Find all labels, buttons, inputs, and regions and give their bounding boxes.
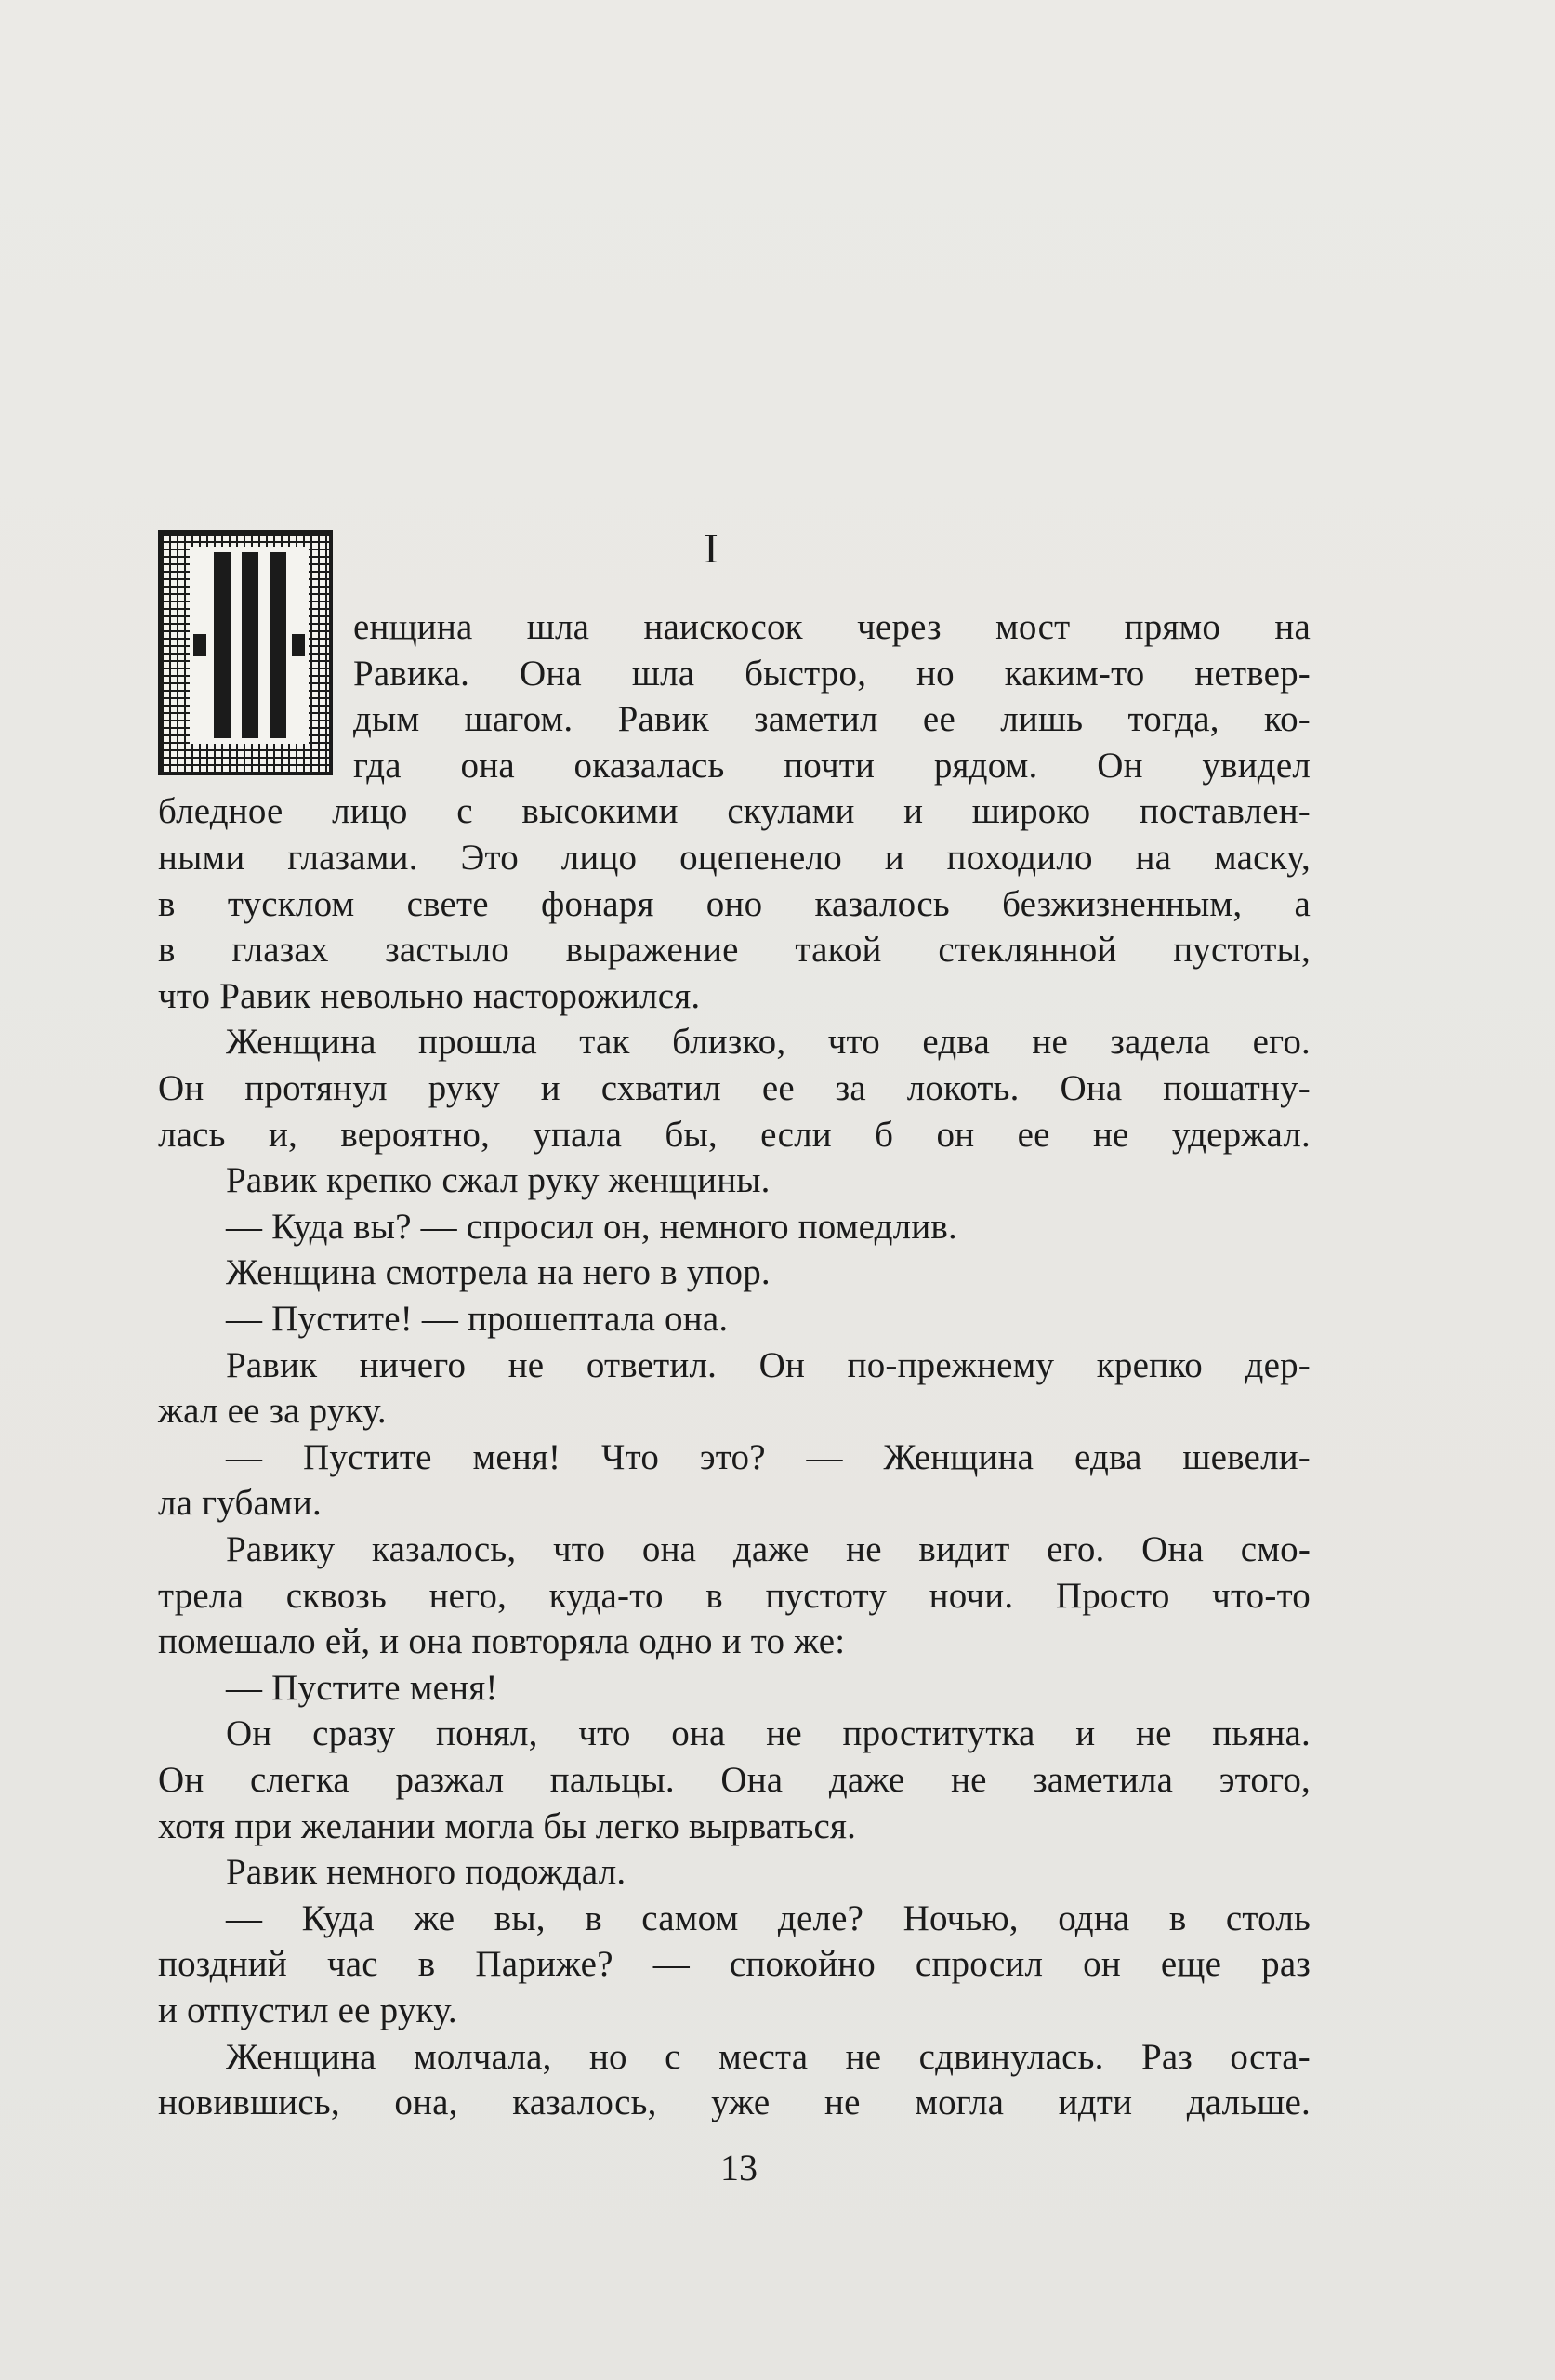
text-line: Он сразу понял, что она не проститутка и не пьяна.	[226, 1713, 1311, 1754]
dropcap-stroke-right	[270, 552, 286, 738]
text-line: хотя при желании могла бы легко вырваться.	[158, 1805, 857, 1846]
text-line: Он протянул руку и схватил ее за локоть. Она пошатну-	[158, 1068, 1311, 1108]
text-line: бледное лицо с высокими скулами и широко поставлен-	[158, 791, 1311, 832]
text-line: — Куда вы? — спросил он, немного помедлив.	[226, 1206, 957, 1247]
text-line: лась и, вероятно, упала бы, если б он ее не удержал.	[158, 1114, 1311, 1155]
dropcap-stroke-left	[214, 552, 231, 738]
text-line: Равик ничего не ответил. Он по-прежнему крепко дер-	[226, 1344, 1311, 1385]
text-line: в тусклом свете фонаря оно казалось безжизненным, а	[158, 883, 1311, 924]
text-line: поздний час в Париже? — спокойно спросил он еще раз	[158, 1944, 1311, 1985]
text-line: Женщина прошла так близко, что едва не задела его.	[226, 1022, 1311, 1063]
text-line: ла губами.	[158, 1483, 322, 1524]
dropcap-stroke-center	[242, 552, 258, 738]
text-line: и отпустил ее руку.	[158, 1990, 457, 2030]
text-line: дым шагом. Равик заметил ее лишь тогда, ко-	[353, 699, 1311, 740]
text-line: Равик немного подождал.	[226, 1852, 626, 1893]
text-line: трела сквозь него, куда-то в пустоту ночи. Просто что-то	[158, 1575, 1311, 1616]
text-line: — Куда же вы, в самом деле? Ночью, одна в столь	[226, 1897, 1311, 1938]
text-line: гда она оказалась почти рядом. Он увидел	[353, 745, 1311, 786]
text-line: Равику казалось, что она даже не видит его. Она смо-	[226, 1529, 1311, 1569]
text-line: что Равик невольно насторожился.	[158, 975, 701, 1016]
text-line: Равика. Она шла быстро, но каким-то нетвер-	[353, 653, 1311, 694]
text-line: ными глазами. Это лицо оцепенело и походило на маску,	[158, 838, 1311, 878]
text-line: в глазах застыло выражение такой стеклянной пустоты,	[158, 930, 1311, 971]
dropcap-notch-left	[193, 634, 206, 656]
text-line: Он слегка разжал пальцы. Она даже не заметила этого,	[158, 1760, 1311, 1800]
text-line: Равик крепко сжал руку женщины.	[226, 1160, 771, 1201]
text-line: жал ее за руку.	[158, 1391, 387, 1432]
text-line: Женщина молчала, но с места не сдвинулась. Раз оста-	[226, 2036, 1311, 2077]
page-number: 13	[720, 2147, 758, 2188]
dropcap-letter-zhe	[158, 530, 333, 775]
text-line: — Пустите меня!	[226, 1667, 498, 1708]
dropcap-notch-right	[292, 634, 305, 656]
text-line: новившись, она, казалось, уже не могла идти дальше.	[158, 2082, 1311, 2123]
text-line: помешало ей, и она повторяла одно и то же:	[158, 1621, 846, 1662]
chapter-number: I	[704, 524, 718, 572]
text-line: Женщина смотрела на него в упор.	[226, 1252, 771, 1293]
text-line: — Пустите! — прошептала она.	[226, 1299, 729, 1339]
text-line: — Пустите меня! Что это? — Женщина едва шевели-	[226, 1436, 1311, 1477]
text-line: енщина шла наискосок через мост прямо на	[353, 607, 1311, 647]
